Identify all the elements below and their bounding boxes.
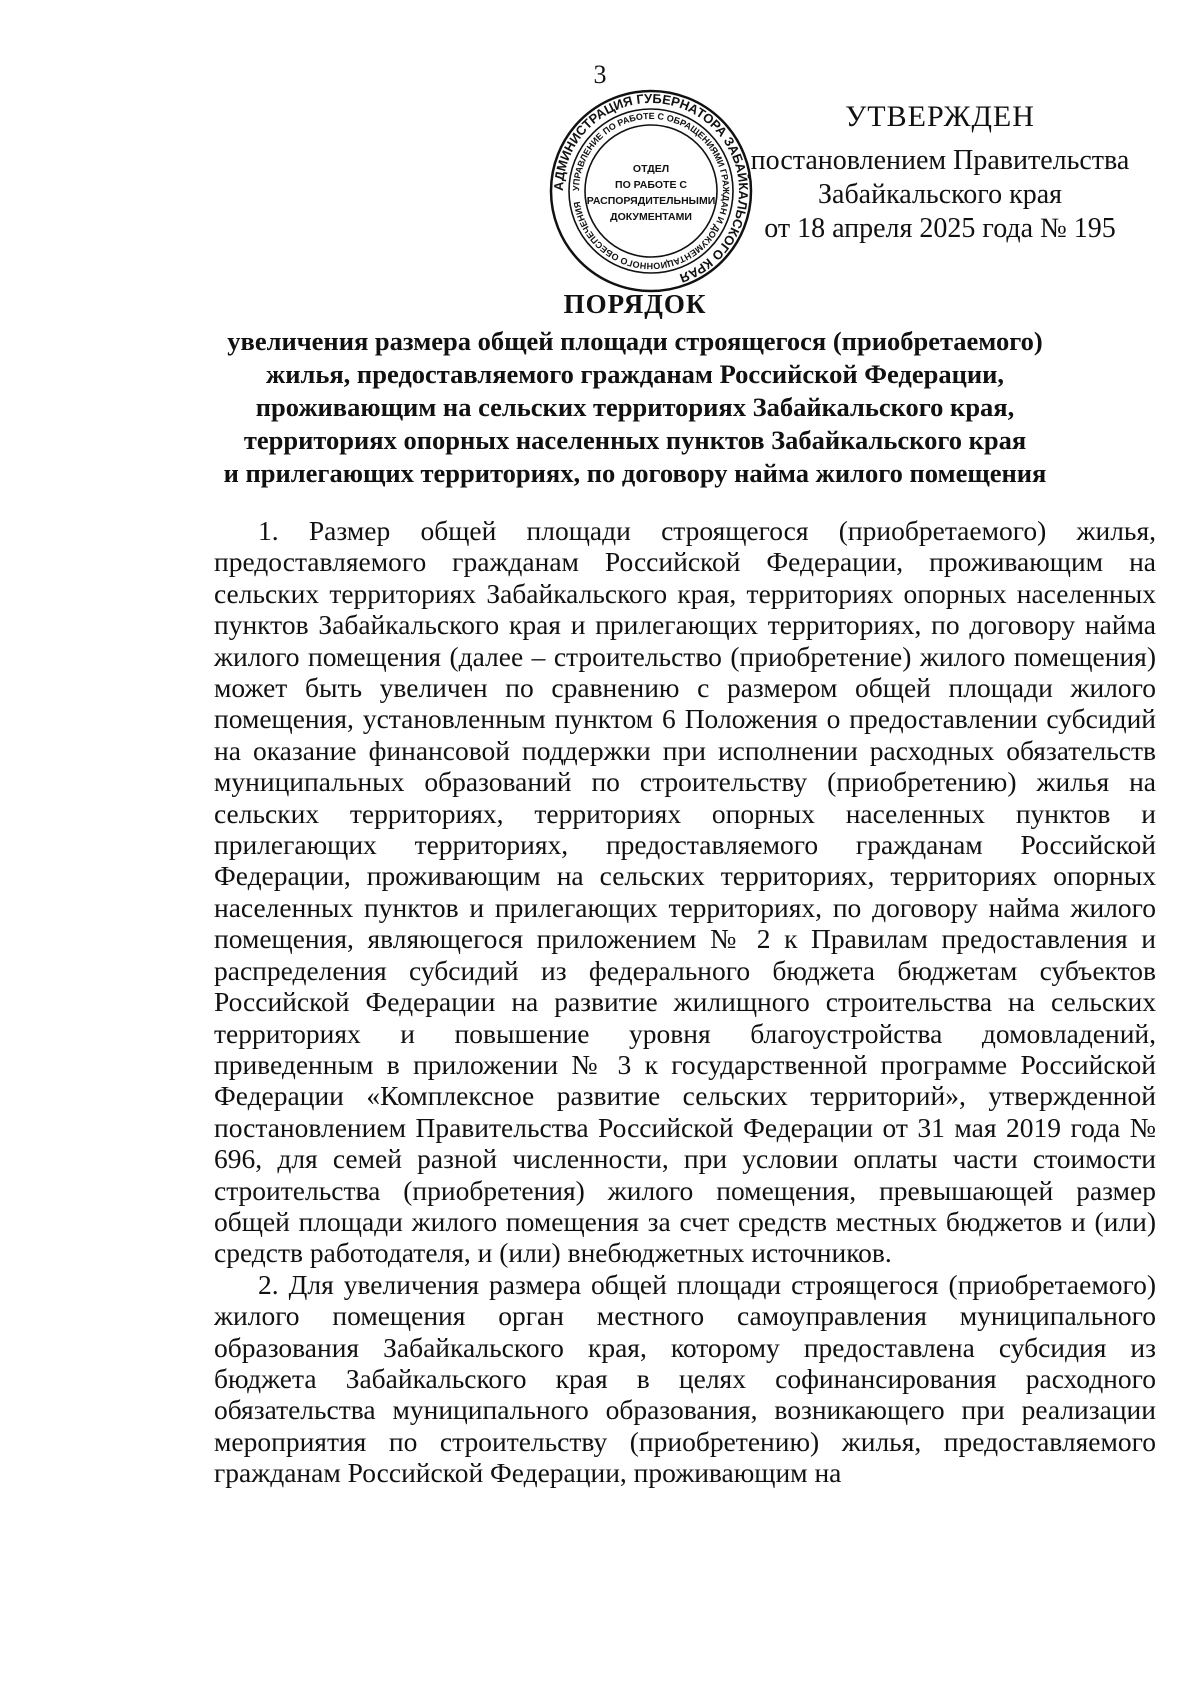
document-body (214, 515, 1156, 1489)
approved-heading: УТВЕРЖДЕН (845, 100, 1035, 133)
stamp-ring-text: УПРАВЛЕНИЕ ПО РАБОТЕ С ОБРАЩЕНИЯМИ ГРАЖДАН И ДОКУМЕНТАЦИОННОГО ОБЕСПЕЧЕНИЯ (570, 110, 732, 272)
title-main: ПОРЯДОК (563, 289, 707, 319)
approval-line-1: постановлением Правительства (750, 145, 1130, 176)
stamp-outer-text: АДМИНИСТРАЦИЯ ГУБЕРНАТОРА ЗАБАЙКАЛЬСКОГО КРАЯ (550, 90, 752, 286)
title-line-1: увеличения размера общей площади строящегося (приобретаемого) (227, 326, 1043, 356)
title-line-4: территориях опорных населенных пунктов Забайкальского края (243, 425, 1027, 455)
page-number: 3 (593, 60, 607, 89)
title-line-5: и прилегающих территориях, по договору найма жилого помещения (223, 458, 1047, 488)
title-line-2: жилья, предоставляемого гражданам Российской Федерации, (265, 359, 1004, 389)
stamp-center-line-4: ДОКУМЕНТАМИ (610, 211, 692, 223)
stamp-center-line-2: ПО РАБОТЕ С (615, 179, 687, 191)
approval-block (720, 100, 1160, 246)
approval-line-2: Забайкальского края (817, 179, 1062, 210)
stamp-center-line-3: РАСПОРЯДИТЕЛЬНЫМИ (586, 195, 716, 207)
title-line-3: проживающим на сельских территориях Забайкальского края, (255, 392, 1015, 422)
stamp-center-line-1: ОТДЕЛ (632, 163, 670, 175)
paragraph-1: 1. Размер общей площади строящегося (приобретаемого) жилья, предоставляемого гражданам Российской Федерации, проживающим на сельских территориях Забайкальского края, территориях опорных населенных пунктов Забайкальского края и прилегающих территориях, по договору найма жилого помещения (далее – строительство (приобретение) жилого помещения) может быть увеличен по сравнению с размером общей площади жилого помещения, установленным пунктом 6 Положения о предоставлении субсидий на оказание финансовой поддержки при исполнении расходных обязательств муниципальных образований по строительству (приобретению) жилья на сельских территориях, территориях опорных населенных пунктов и прилегающих территориях, предоставляемого гражданам Российской Федерации, проживающим на сельских территориях, территориях опорных населенных пунктов и прилегающих территориях, по договору найма жилого помещения, являющегося приложением № 2 к Правилам предоставления и распределения субсидий из федерального бюджета бюджетам субъектов Российской Федерации на развитие жилищного строительства на сельских территориях и повышение уровня благоустройства домовладений, приведенным в приложении № 3 к государственной программе Российской Федерации «Комплексное развитие сельских территорий», утвержденной постановлением Правительства Российской Федерации от 31 мая 2019 года № 696, для семей разной численности, при условии оплаты части стоимости строительства (приобретения) жилого помещения, превышающей размер общей площади жилого помещения за счет средств местных бюджетов и (или) средств работодателя, и (или) внебюджетных источников. (214, 515, 1156, 1269)
approval-line-3: от 18 апреля 2025 года № 195 (764, 213, 1116, 244)
paragraph-2: 2. Для увеличения размера общей площади строящегося (приобретаемого) жилого помещения орган местного самоуправления муниципального образования Забайкальского края, которому предоставлена субсидия из бюджета Забайкальского края в целях софинансирования расходного обязательства муниципального образования, возникающего при реализации мероприятия по строительству (приобретению) жилья, предоставляемого гражданам Российской Федерации, проживающим на (214, 1268, 1156, 1489)
document-title (210, 288, 1060, 490)
